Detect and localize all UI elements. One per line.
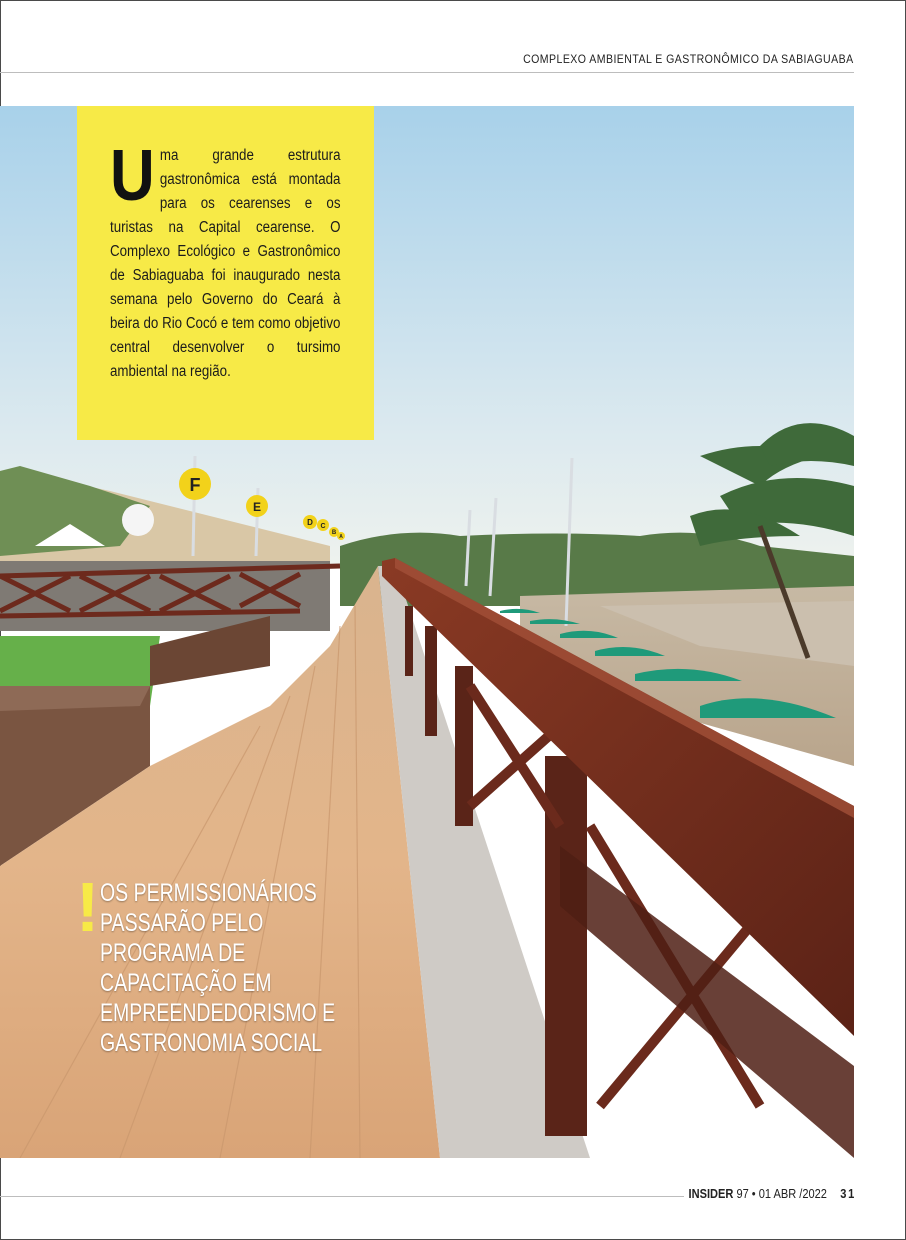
intro-box: [77, 106, 374, 440]
page-number: 31: [840, 1186, 856, 1201]
section-title: COMPLEXO AMBIENTAL E GASTRONÔMICO DA SABIAGUABA: [523, 52, 854, 66]
drop-cap: U: [110, 136, 155, 216]
intro-body: ma grande estrutura gastronômica está montada para os cearenses e os turistas na Capital cearense. O Complexo Ecológico e Gastronômico de Sabiaguaba foi inaugurado nesta semana pelo Governo do Ceará à beira do Rio Cocó e tem como objetivo central desenvolver o tursimo ambiental na região.: [110, 147, 341, 380]
footer-divider: [0, 1196, 684, 1197]
page-footer: [689, 1186, 856, 1201]
intro-paragraph: [110, 136, 341, 384]
header-divider: [0, 72, 854, 73]
sign-e: E: [252, 500, 262, 514]
pull-quote-text: OS PERMISSIONÁRIOS PASSARÃO PELO PROGRAMA DE CAPACITAÇÃO EM EMPREENDEDORISMO E GASTRONOMIA SOCIAL: [100, 879, 336, 1057]
sign-d: D: [307, 518, 313, 527]
sign-b: B: [331, 530, 337, 536]
sign-c: C: [320, 523, 326, 530]
magazine-brand: INSIDER: [688, 1186, 734, 1201]
exclamation-icon: !: [76, 868, 100, 946]
issue-info: 97 • 01 ABR /2022: [736, 1186, 828, 1201]
sign-a: A: [339, 534, 343, 540]
sign-f: F: [189, 475, 201, 495]
